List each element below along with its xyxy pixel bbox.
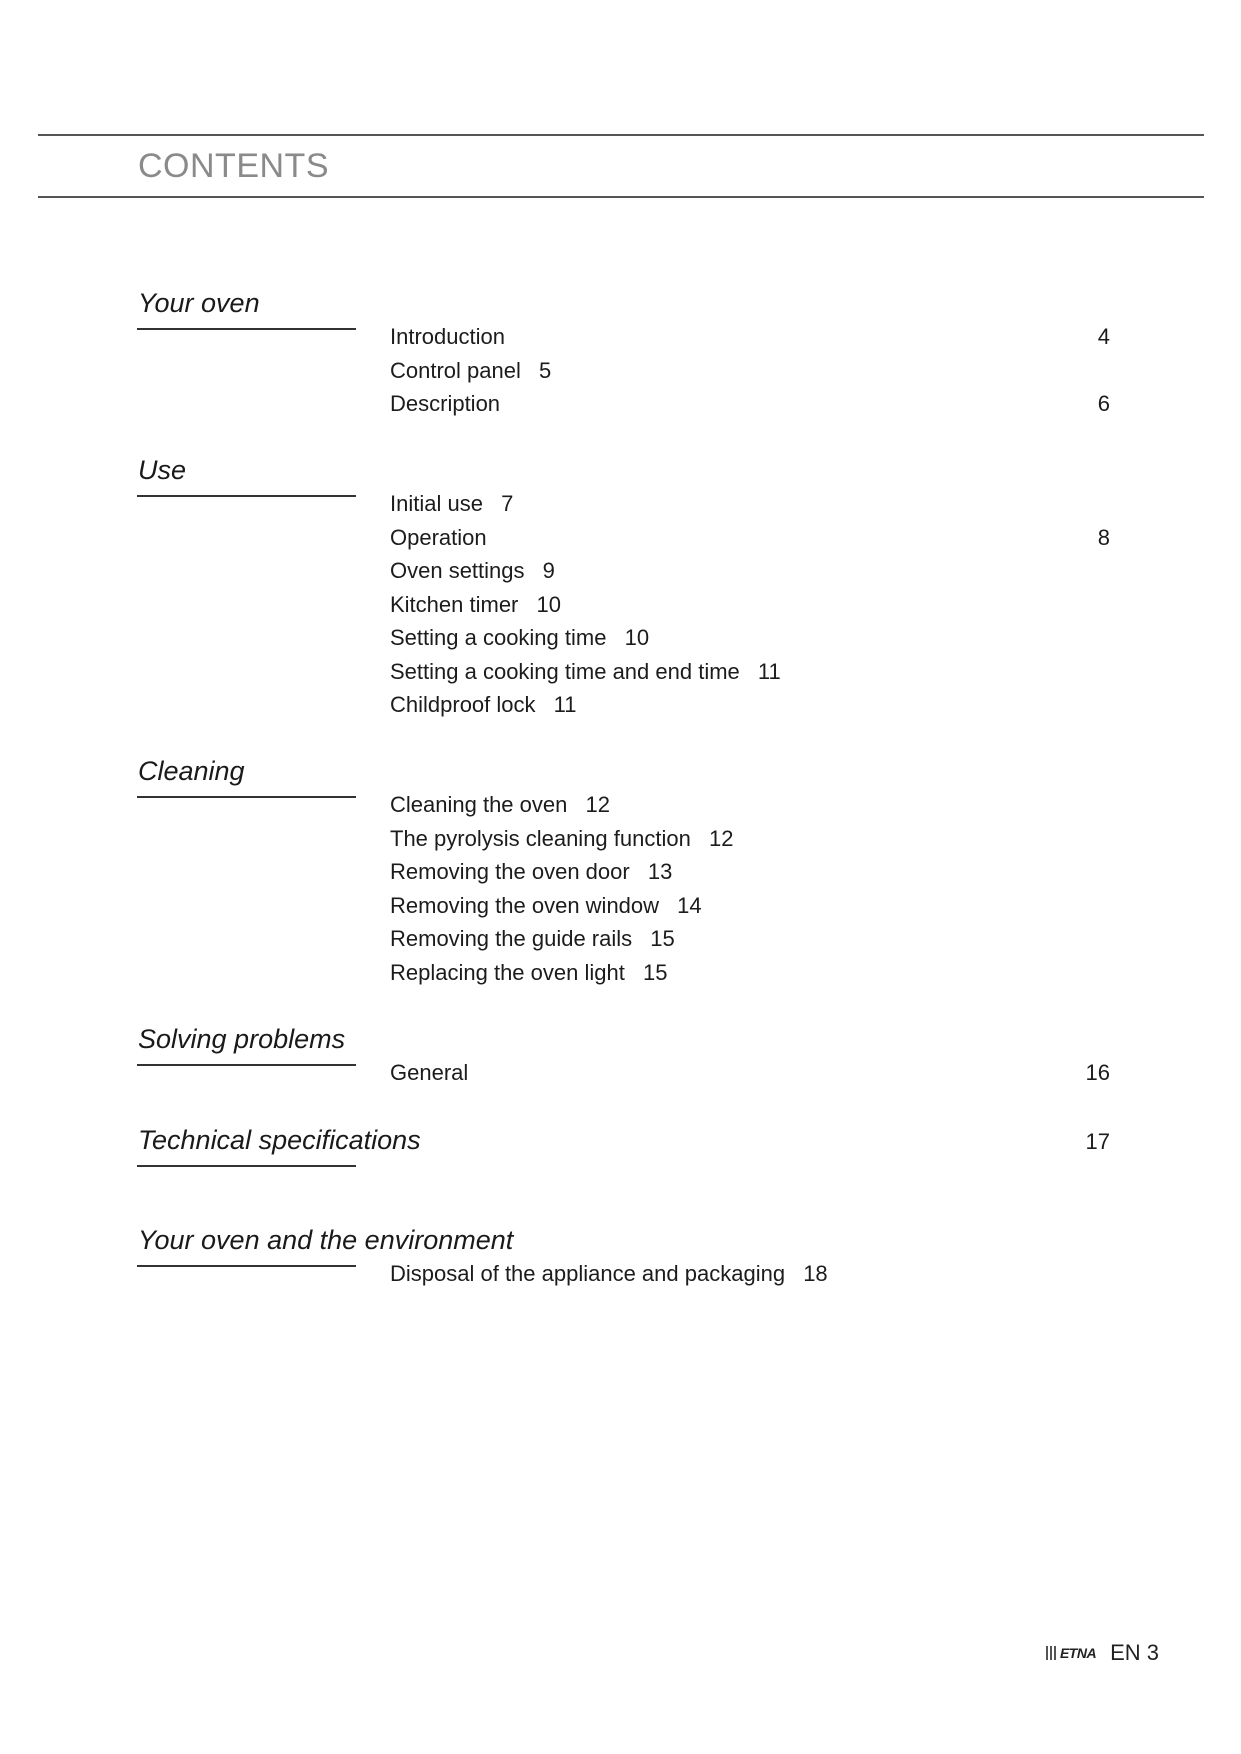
toc-entry-label: Setting a cooking time	[390, 625, 607, 650]
toc-entry-page: 9	[542, 558, 555, 583]
toc-entry[interactable]	[390, 387, 1110, 421]
toc-entry-page: 11	[553, 692, 577, 717]
toc-entry[interactable]	[390, 487, 1110, 521]
page-number: EN 3	[1110, 1640, 1159, 1665]
toc-entry[interactable]	[390, 621, 1110, 655]
toc-entry[interactable]	[390, 521, 1110, 555]
toc-entry-label: Replacing the oven light	[390, 959, 625, 985]
toc-entry[interactable]	[390, 588, 1110, 622]
toc-entry-page: 12	[708, 825, 734, 851]
toc-entry-label: General	[390, 1060, 469, 1085]
toc-entry-page: 13	[647, 859, 673, 884]
section-title: Cleaning	[138, 756, 245, 786]
toc-entry-page: 7	[501, 491, 514, 516]
section-title: Solving problems	[138, 1024, 346, 1054]
section-rule	[137, 796, 356, 798]
section-title: Your oven and the environment	[138, 1225, 514, 1255]
section-rule	[137, 1165, 356, 1167]
toc-entry[interactable]	[390, 956, 1110, 990]
toc-entry-label: Kitchen timer	[390, 591, 519, 617]
title-rule	[38, 196, 1204, 198]
toc-entry-page: 5	[539, 357, 552, 383]
toc-entry-label: Removing the oven window	[390, 892, 660, 918]
section-items	[390, 1257, 1110, 1291]
toc-entry[interactable]	[390, 922, 1110, 956]
toc-entry-page: 18	[803, 1261, 828, 1286]
toc-entry[interactable]	[390, 788, 1110, 822]
toc-entry-page: 14	[677, 892, 702, 918]
toc-entry-page: 15	[650, 926, 675, 951]
toc-entry[interactable]	[390, 655, 1110, 689]
toc-entry[interactable]	[390, 889, 1110, 923]
toc-entry-page: 15	[642, 959, 668, 985]
toc-entry-label: Cleaning the oven	[390, 792, 568, 817]
toc-entry-page: 11	[757, 658, 781, 684]
page-title: CONTENTS	[138, 147, 329, 185]
section-title: Technical specifications	[138, 1125, 421, 1155]
toc-entry-page: 4	[1097, 324, 1110, 349]
section-items	[390, 320, 1110, 421]
page-footer	[1046, 1640, 1159, 1666]
toc-entry-label: Oven settings	[390, 558, 525, 583]
brand-logo-text: ETNA	[1059, 1645, 1097, 1661]
toc-entry-label: Operation	[390, 524, 487, 550]
toc-entry-page: 8	[1097, 524, 1110, 550]
toc-entry-page: 16	[1085, 1060, 1110, 1085]
brand-logo	[1046, 1645, 1096, 1661]
toc-entry-page: 10	[624, 625, 650, 650]
toc-entry-label: Removing the oven door	[390, 859, 630, 884]
section-rule	[137, 495, 356, 497]
section-items	[390, 1056, 1110, 1090]
brand-mark-icon	[1046, 1646, 1058, 1660]
toc-entry[interactable]	[390, 855, 1110, 889]
section-items	[390, 487, 1110, 722]
section-items	[390, 788, 1110, 989]
toc-entry[interactable]	[390, 688, 1110, 722]
section-title: Your oven	[138, 288, 260, 318]
toc-entry[interactable]	[390, 320, 1110, 354]
toc-entry-label: Introduction	[390, 324, 505, 349]
section-rule	[137, 1265, 356, 1267]
toc-entry[interactable]	[390, 1257, 1110, 1291]
toc-entry-label: Childproof lock	[390, 692, 536, 717]
toc-entry[interactable]	[390, 554, 1110, 588]
toc-entry-label: Control panel	[390, 357, 521, 383]
toc-entry[interactable]	[390, 1056, 1110, 1090]
toc-entry[interactable]	[390, 822, 1110, 856]
toc-entry-page: 17	[1085, 1129, 1110, 1154]
toc-entry-label: Setting a cooking time and end time	[390, 658, 740, 684]
toc-entry-page: 10	[536, 591, 561, 617]
section-title: Use	[138, 455, 187, 485]
toc-entry-label: Disposal of the appliance and packaging	[390, 1261, 786, 1286]
toc-entry-label: The pyrolysis cleaning function	[390, 825, 691, 851]
section-rule	[137, 1064, 356, 1066]
toc-entry-label: Initial use	[390, 491, 483, 516]
toc-entry-page: 6	[1097, 391, 1110, 416]
top-rule	[38, 134, 1204, 136]
toc-entry[interactable]	[390, 354, 1110, 388]
section-rule	[137, 328, 356, 330]
toc-entry-label: Description	[390, 391, 501, 416]
toc-entry-page: 12	[585, 792, 610, 817]
toc-entry-label: Removing the guide rails	[390, 926, 633, 951]
